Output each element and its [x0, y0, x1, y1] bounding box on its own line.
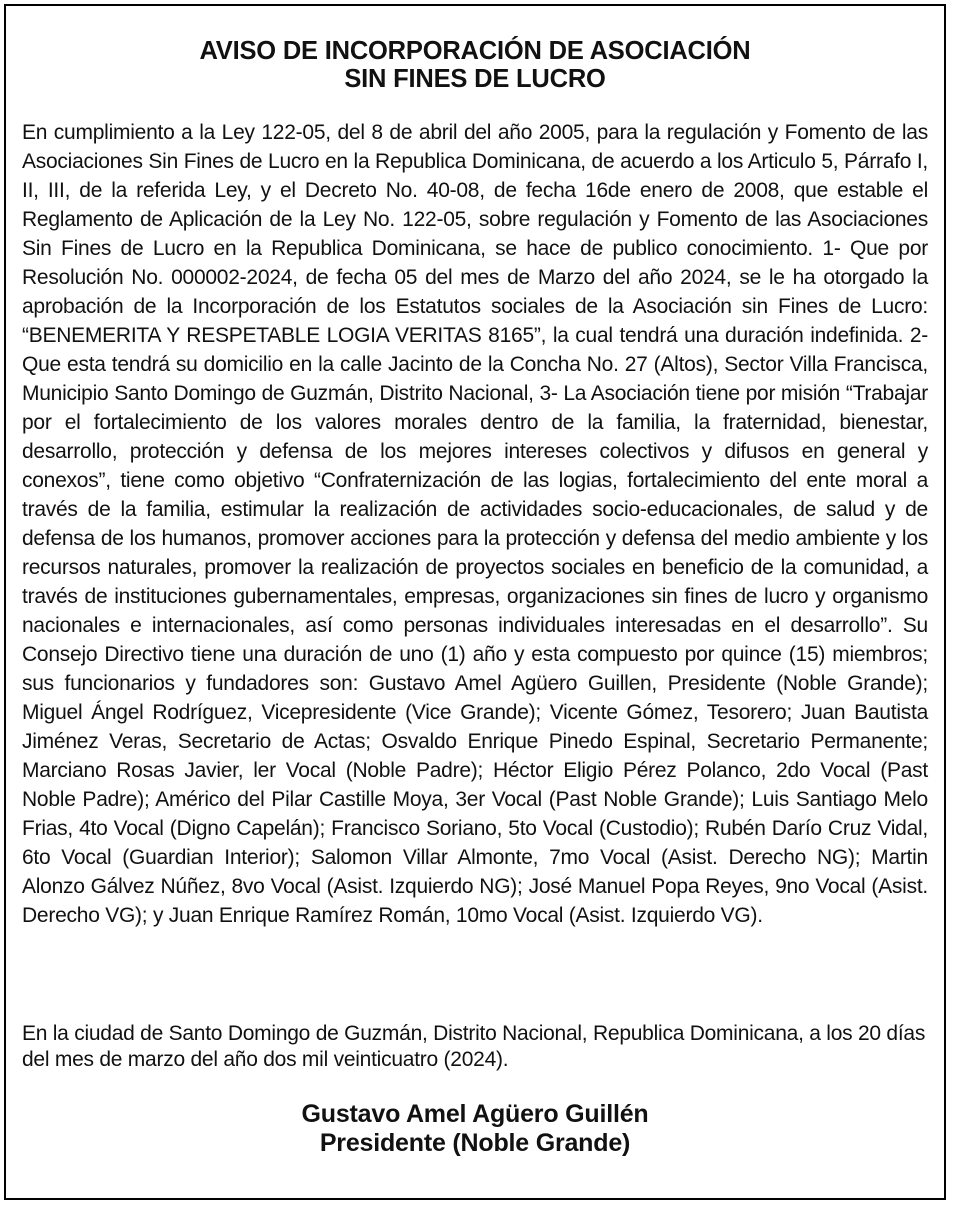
notice-title: [6, 37, 944, 93]
notice-title-line-2: SIN FINES DE LUCRO: [344, 65, 606, 93]
signature-name: Gustavo Amel Agüero Guillén: [301, 1100, 649, 1128]
signature-block: [6, 1100, 944, 1158]
notice-frame: [4, 4, 946, 1200]
notice-body-paragraph: En cumplimiento a la Ley 122-05, del 8 de abril del año 2005, para la regulación y Fomento de las Asociaciones Sin Fines de Lucro en la Republica Dominicana, de acuerdo a los Articulo 5, Párrafo I, II, III, de la referida Ley, y el Decreto No. 40-08, de fecha 16de enero de 2008, que estable el Reglamento de Aplicación de la Ley No. 122-05, sobre regulación y Fomento de las Asociaciones Sin Fines de Lucro en la Republica Dominicana, se hace de publico conocimiento. 1- Que por Resolución No. 000002-2024, de fecha 05 del mes de Marzo del año 2024, se le ha otorgado la aprobación de la Incorporación de los Estatutos sociales de la Asociación sin Fines de Lucro: “BENEMERITA Y RESPETABLE LOGIA VERITAS 8165”, la cual tendrá una duración indefinida. 2- Que esta tendrá su domicilio en la calle Jacinto de la Concha No. 27 (Altos), Sector Villa Francisca, Municipio Santo Domingo de Guzmán, Distrito Nacional, 3- La Asociación tiene por misión “Trabajar por el fortalecimiento de los valores morales dentro de la familia, la fraternidad, bienestar, desarrollo, protección y defensa de los mejores intereses colectivos y difusos en general y conexos”, tiene como objetivo “Confraternización de las logias, fortalecimiento del ente moral a través de la familia, estimular la realización de actividades socio-educacionales, de salud y de defensa de los humanos, promover acciones para la protección y defensa del medio ambiente y los recursos naturales, promover la realización de proyectos sociales en beneficio de la comunidad, a través de instituciones gubernamentales, empresas, organizaciones sin fines de lucro y organismo nacionales e internacionales, así como personas individuales interesadas en el desarrollo”. Su Consejo Directivo tiene una duración de uno (1) año y esta compuesto por quince (15) miembros; sus funcionarios y fundadores son: Gustavo Amel Agüero Guillen, Presidente (Noble Grande); Miguel Ángel Rodríguez, Vicepresidente (Vice Grande); Vicente Gómez, Tesorero; Juan Bautista Jiménez Veras, Secretario de Actas; Osvaldo Enrique Pinedo Espinal, Secretario Permanente; Marciano Rosas Javier, ler Vocal (Noble Padre); Héctor Eligio Pérez Polanco, 2do Vocal (Past Noble Padre); Américo del Pilar Castille Moya, 3er Vocal (Past Noble Grande); Luis Santiago Melo Frias, 4to Vocal (Digno Capelán); Francisco Soriano, 5to Vocal (Custodio); Rubén Darío Cruz Vidal, 6to Vocal (Guardian Interior); Salomon Villar Almonte, 7mo Vocal (Asist. Derecho NG); Martin Alonzo Gálvez Núñez, 8vo Vocal (Asist. Izquierdo NG); José Manuel Popa Reyes, 9no Vocal (Asist. Derecho VG); y Juan Enrique Ramírez Román, 10mo Vocal (Asist. Izquierdo VG).: [22, 121, 928, 927]
signature-title: Presidente (Noble Grande): [319, 1129, 631, 1157]
notice-title-line-1: AVISO DE INCORPORACIÓN DE ASOCIACIÓN: [199, 37, 751, 65]
notice-closing-paragraph: En la ciudad de Santo Domingo de Guzmán, Distrito Nacional, Republica Dominicana, a los 20 días del mes de marzo del año dos mil veinticuatro (2024).: [22, 1022, 926, 1071]
